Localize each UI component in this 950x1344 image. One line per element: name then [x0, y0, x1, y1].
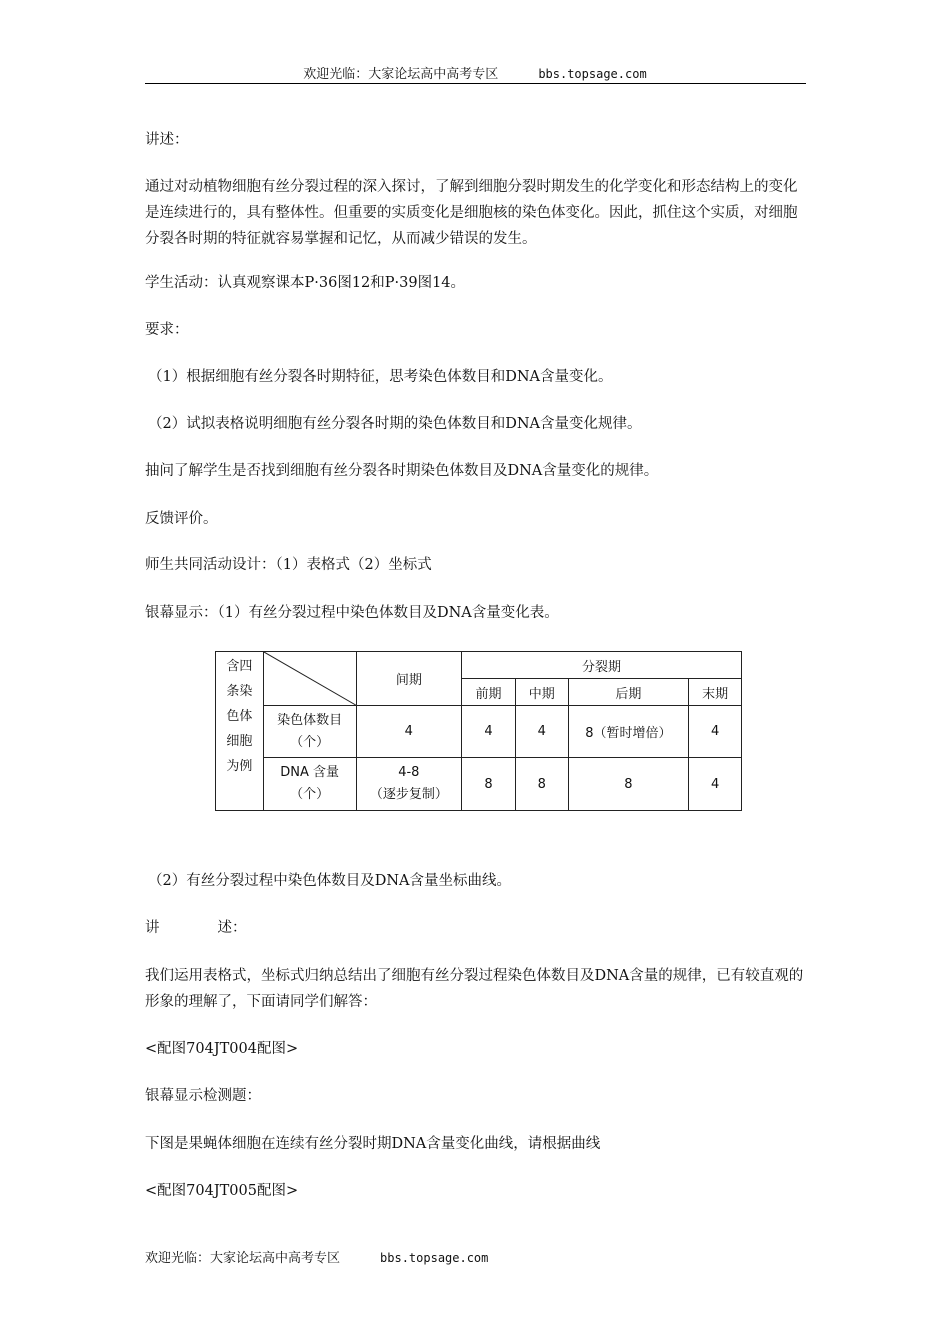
- page-header: [145, 66, 805, 83]
- cell-anaphase: 8（暂时增倍）: [568, 706, 689, 758]
- cell-telophase: 4: [689, 706, 742, 758]
- cell-metaphase: 4: [515, 706, 568, 758]
- cell-anaphase: 8: [568, 758, 689, 811]
- footer-url[interactable]: bbs.topsage.com: [380, 1251, 489, 1265]
- diagonal-header-cell: [263, 652, 356, 706]
- page-footer: [145, 1250, 488, 1267]
- summary-text: 我们运用表格式，坐标式归纳总结出了细胞有丝分裂过程染色体数目及DNA含量的规律，已有较直观的形象的理解了，下面请同学们解答：: [145, 968, 804, 1010]
- question-text: 抽问了解学生是否找到细胞有丝分裂各时期染色体数目及DNA含量变化的规律。: [145, 463, 659, 479]
- cell-metaphase: 8: [515, 758, 568, 811]
- phase-header-anaphase: 后期: [568, 679, 689, 706]
- feedback-text: 反馈评价。: [145, 511, 218, 527]
- phase-header-telophase: 末期: [689, 679, 742, 706]
- diagonal-line: [264, 652, 356, 705]
- cell-prophase: 8: [462, 758, 516, 811]
- table-row: [216, 706, 742, 758]
- row-label-dna: DNA 含量 （个）: [263, 758, 356, 811]
- cell-interphase: 4-8 （逐步复制）: [356, 758, 462, 811]
- cell-interphase: 4: [356, 706, 462, 758]
- row-label-chromosome: 染色体数目 （个）: [263, 706, 356, 758]
- header-rule: [145, 83, 806, 84]
- header-text: 欢迎光临：大家论坛高中高考专区: [303, 67, 499, 82]
- interphase-header: 间期: [356, 652, 462, 706]
- figure-placeholder-2: <配图704JT005配图>: [145, 1183, 299, 1199]
- table-side-label: 含四 条染 色体 细胞 为例: [216, 652, 264, 811]
- requirement-2: （2）试拟表格说明细胞有丝分裂各时期的染色体数目和DNA含量变化规律。: [148, 416, 642, 432]
- activity-design: 师生共同活动设计：（1）表格式（2）坐标式: [145, 557, 432, 573]
- mitosis-table: [215, 651, 742, 811]
- footer-text: 欢迎光临：大家论坛高中高考专区: [145, 1251, 341, 1266]
- cell-telophase: 4: [689, 758, 742, 811]
- student-activity: 学生活动：认真观察课本P·36图12和P·39图14。: [145, 275, 466, 291]
- table-row: [216, 758, 742, 811]
- screen-display-1: 银幕显示：（1）有丝分裂过程中染色体数目及DNA含量变化表。: [145, 605, 559, 621]
- screen-display-2: （2）有丝分裂过程中染色体数目及DNA含量坐标曲线。: [148, 873, 512, 889]
- lecture-heading: 讲述：: [145, 132, 189, 148]
- lecture-body: 通过对动植物细胞有丝分裂过程的深入探讨，了解到细胞分裂时期发生的化学变化和形态结构上的变化是连续进行的，具有整体性。但重要的实质变化是细胞核的染色体变化。因此，抓住这个实质，对细胞分裂各时期的特征就容易掌握和记忆，从而减少错误的发生。: [145, 179, 798, 247]
- requirement-1: （1）根据细胞有丝分裂各时期特征，思考染色体数目和DNA含量变化。: [148, 369, 613, 385]
- header-url[interactable]: bbs.topsage.com: [538, 67, 647, 81]
- figure-placeholder-1: <配图704JT004配图>: [145, 1041, 299, 1057]
- lecture-heading-2: 讲 述：: [145, 920, 247, 936]
- test-question: 下图是果蝇体细胞在连续有丝分裂时期DNA含量变化曲线，请根据曲线: [145, 1136, 601, 1152]
- phase-header-prophase: 前期: [462, 679, 516, 706]
- phase-header-metaphase: 中期: [515, 679, 568, 706]
- requirements-heading: 要求：: [145, 322, 189, 338]
- cell-prophase: 4: [462, 706, 516, 758]
- test-heading: 银幕显示检测题：: [145, 1088, 261, 1104]
- division-header: 分裂期: [462, 652, 742, 679]
